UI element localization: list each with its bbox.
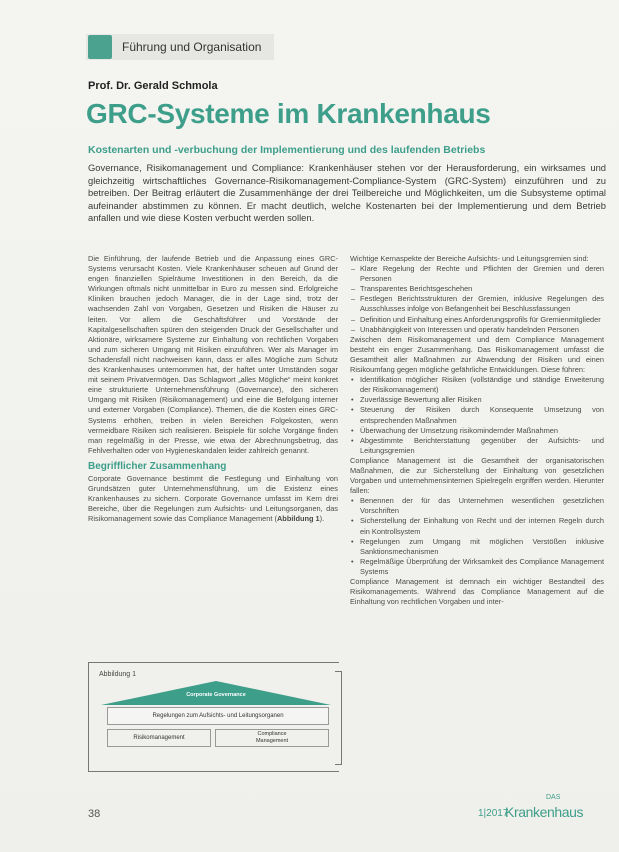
section-color-square bbox=[88, 35, 112, 59]
right-paragraph-risk: Zwischen dem Risikomanagement und dem Compliance Management besteht ein enger Zusammenhang. Das Risikomanagement umfasst die Gesamtheit aller Maßnahmen zur Abwendung der Risiken und einen Risikoumfang gegen mögliche gefährliche Entwicklungen. Diese führen: bbox=[350, 334, 604, 375]
figure-bracket bbox=[335, 671, 342, 765]
list-item: – Transparentes Berichtsgeschehen bbox=[360, 284, 604, 294]
section-header bbox=[86, 34, 274, 60]
article-title: GRC-Systeme im Krankenhaus bbox=[86, 98, 491, 129]
dash-list bbox=[350, 264, 604, 335]
figure-box-compliance bbox=[215, 729, 329, 747]
left-paragraph-2-end: ). bbox=[319, 514, 325, 524]
right-paragraph-end: Compliance Management ist demnach ein wichtiger Bestandteil des Risikomanagements. Während das Compliance Management auf die Einhaltung von rechtlichen Vorgaben und inter- bbox=[350, 577, 604, 607]
list-item: • Benennen der für das Unternehmen wesentlichen gesetzlichen Vorschriften bbox=[360, 496, 604, 516]
figure-caption: Abbildung 1 bbox=[99, 671, 136, 678]
right-intro: Wichtige Kernaspekte der Bereiche Aufsichts- und Leitungsgremien sind: bbox=[350, 254, 589, 263]
figure-band: Regelungen zum Aufsichts- und Leitungsorganen bbox=[107, 707, 329, 725]
bullet-list-2 bbox=[350, 496, 604, 577]
section-heading: Begrifflicher Zusammenhang bbox=[88, 460, 227, 472]
figure-box-compliance-line-2: Management bbox=[255, 738, 289, 744]
article-author: Prof. Dr. Gerald Schmola bbox=[88, 80, 218, 92]
article-subtitle: Kostenarten und -verbuchung der Implementierung und des laufenden Betriebs bbox=[88, 144, 486, 156]
bullet-list-1 bbox=[350, 375, 604, 456]
list-item: • Steuerung der Risiken durch Konsequente Umsetzung von entsprechenden Maßnahmen bbox=[360, 405, 604, 425]
section-label: Führung und Organisation bbox=[122, 40, 262, 54]
footer-issue: 1|2017 bbox=[478, 808, 509, 819]
figure-roof-label: Corporate Governance bbox=[186, 692, 246, 698]
list-item: – Festlegen Berichtsstrukturen der Gremien, inklusive Regelungen des Ausschlusses infolge von Befangenheit bei Beschlussfassungen bbox=[360, 294, 604, 314]
footer-magazine-name: Krankenhaus bbox=[505, 804, 584, 820]
figure-1 bbox=[88, 662, 339, 772]
list-item: • Abgestimmte Berichterstattung gegenüber der Aufsichts- und Leitungsgremien bbox=[360, 436, 604, 456]
figure-box-compliance-line-1: Compliance bbox=[257, 731, 287, 737]
left-paragraph-2 bbox=[88, 474, 338, 524]
list-item: • Identifikation möglicher Risiken (vollständige und ständige Erweiterung der Risikomanagement) bbox=[360, 375, 604, 395]
list-item: • Überwachung der Umsetzung risikomindernder Maßnahmen bbox=[360, 426, 604, 436]
article-lead: Governance, Risikomanagement und Compliance: Krankenhäuser stehen vor der Herausforderung, ein wirksames und gleichzeitig wirtschaftliches Governance-Risikomanagement-Compliance-System (GRC-System) einzuführen und zu betreiben. Der Beitrag erläutert die Zusammenhänge der drei Teilbereiche und Möglichkeiten, um die Subsysteme optimal aufeinander abstimmen zu können. Er macht deutlich, welche Kostenarten bei der Implementierung und dem Betrieb anfallen und wie diese Kosten verbucht werden sollen. bbox=[88, 162, 606, 223]
left-paragraph-2-text: Corporate Governance bestimmt die Festlegung und Einhaltung von Grundsätzen guter Unternehmensführung, um die Existenz eines Krankenhauses zu sichern. Corporate Governance umfasst im Kern drei Bereiche, über die Regelungen zum Aufsichts- und Leitungsorganen, das Risikomanagement sowie das Compliance Management ( bbox=[88, 473, 338, 524]
right-paragraph-compliance: Compliance Management ist die Gesamtheit der organisatorischen Maßnahmen, die zur Sicherstellung der Einhaltung von gesetzlichen Vorgaben und unternehmensinternen Spielregeln ergriffen werden. Hierunter fallen: bbox=[350, 455, 604, 496]
figure-reference: Abbildung 1 bbox=[276, 514, 320, 524]
list-item: • Sicherstellung der Einhaltung von Recht und der internen Regeln durch ein Kontrollsystem bbox=[360, 516, 604, 536]
right-column bbox=[350, 254, 604, 607]
list-item: • Regelungen zum Umgang mit möglichen Verstößen inklusive Sanktionsmechanismen bbox=[360, 537, 604, 557]
list-item: – Klare Regelung der Rechte und Pflichten der Gremien und deren Personen bbox=[360, 264, 604, 284]
footer-magazine-prefix: DAS bbox=[546, 794, 561, 801]
left-paragraph-1: Die Einführung, der laufende Betrieb und die Anpassung eines GRC-Systems verursacht Kosten. Viele Krankenhäuser scheuen auf Grund der engen finanziellen Spielräume Investitionen in den Bereich, da die Wirkungen oftmals nicht unmittelbar in Euro zu messen sind. Erfolgreiche Kliniken brauchen jedoch Manager, die in der Lage sind, trotz der wachsenden Zahl von Vorgaben, Gesetzen und Risiken die Häuser zu leiten. Vor allem die Geschäftsführer und Vorstände der Kapitalgesellschaften spüren den steigenden Druck der Gesellschafter und Aktionäre, wirksamere Systeme zur Einhaltung von rechtlichen Vorgaben und zum sicheren Umgang mit Risiken einzuführen. Wer als Manager im Schadensfall nicht nachweisen kann, dass er alles Mögliche zum Schutz des Krankenhauses unternommen hat, der haftet unter Umständen sogar mit seinem Privatvermögen. Das Schlagwort „alles Mögliche“ meint konkret eine strukturierte Unternehmensführung (Governance), den sicheren Umgang mit Risiken (Risikomanagement) und eine die Befolgung interner und externer Vorgaben (Compliance). Themen, die die Kosten eines GRC-Systems erhöhen, treiben in vielen Bereichen Folgekosten, wenn vermeidbare Risiken sich realisieren. Beispiele für solche Vorgänge finden man regelmäßig in der Presse, wie etwa der Abrechnungsbetrug, das Fehlverhalten oder von Hygieneskandalen leider zahlreich genannt. bbox=[88, 254, 338, 455]
page-number: 38 bbox=[88, 808, 101, 820]
list-item: – Unabhängigkeit von Interessen und operativ handelnden Personen bbox=[360, 325, 604, 335]
list-item: • Regelmäßige Überprüfung der Wirksamkeit des Compliance Management Systems bbox=[360, 557, 604, 577]
left-column bbox=[88, 254, 338, 524]
list-item: – Definition und Einhaltung eines Anforderungsprofils für Gremienmitglieder bbox=[360, 315, 604, 325]
figure-box-risk: Risikomanagement bbox=[107, 729, 211, 747]
list-item: • Zuverlässige Bewertung aller Risiken bbox=[360, 395, 604, 405]
